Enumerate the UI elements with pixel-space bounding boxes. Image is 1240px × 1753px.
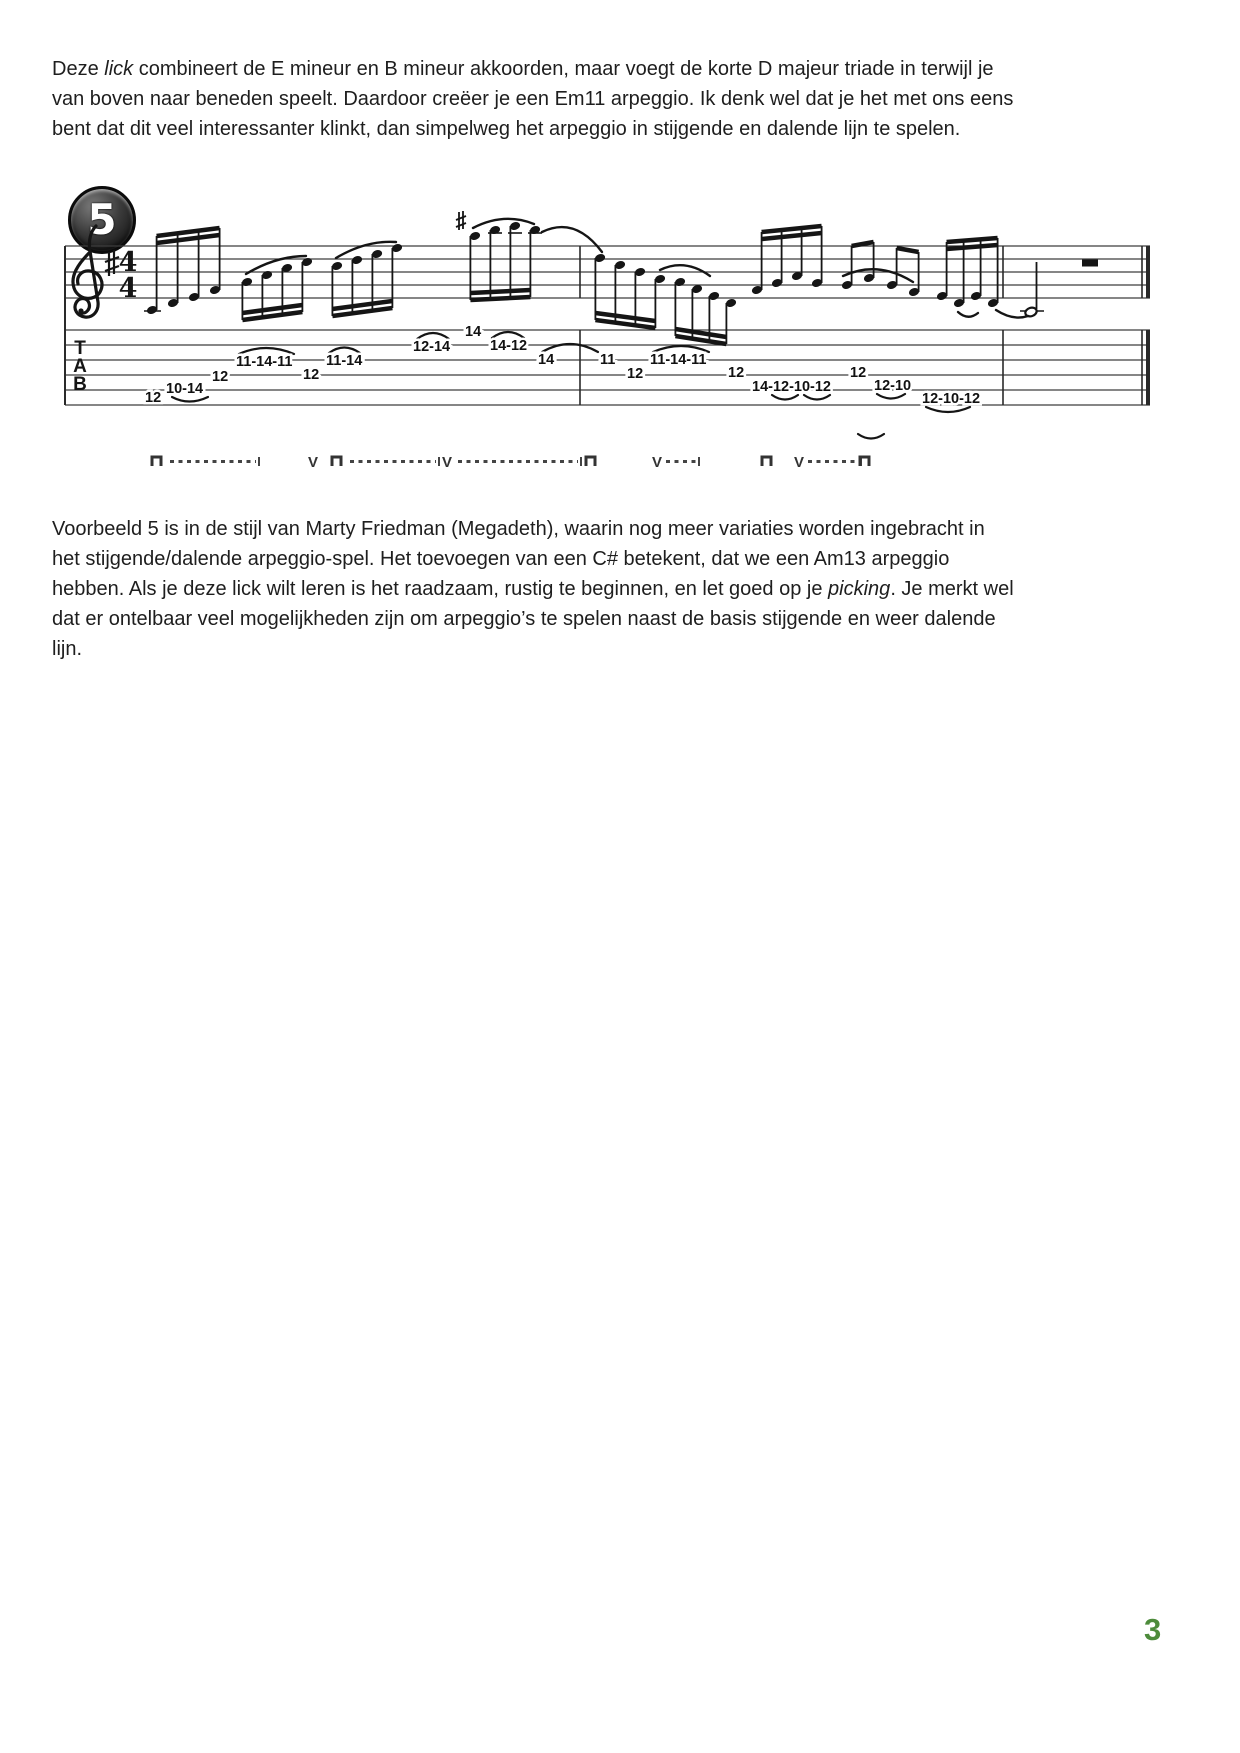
paragraph-1 xyxy=(52,54,1013,144)
tab-fret-number: 14-12-10-12 xyxy=(752,379,831,395)
tab-fret-number: 11 xyxy=(600,352,616,368)
text-line xyxy=(52,54,1013,84)
text-line xyxy=(52,84,1013,114)
text-segment: Voorbeeld 5 is in de stijl van Marty Friedman (Megadeth), waarin nog meer variaties worden ingebracht in xyxy=(52,518,985,540)
music-example-figure xyxy=(0,160,1240,480)
text-line xyxy=(52,514,1014,544)
note-beam xyxy=(947,238,998,242)
example-number: 5 xyxy=(87,195,117,244)
tab-fret-number: 10-14 xyxy=(166,381,204,397)
half-note xyxy=(1024,262,1038,318)
picking-downstroke-icon xyxy=(586,457,595,466)
tab-letter: B xyxy=(73,374,87,395)
text-line xyxy=(52,574,1014,604)
note-beam xyxy=(470,290,530,293)
picking-upstroke-icon: V xyxy=(442,454,453,471)
text-segment: Deze xyxy=(52,58,105,80)
text-line xyxy=(52,544,1014,574)
text-segment: bent dat dit veel interessanter klinkt, dan simpelweg het arpeggio in stijgende en dalende lijn te spelen. xyxy=(52,118,961,140)
picking-downstroke-icon xyxy=(152,457,161,466)
tab-fret-number: 14 xyxy=(465,324,482,340)
picking-downstroke-icon xyxy=(860,457,869,466)
text-segment: hebben. Als je deze lick wilt leren is het raadzaam, rustig te beginnen, en let goed op je xyxy=(52,578,829,600)
accidental-sharp-icon xyxy=(456,211,466,230)
tab-slurs xyxy=(172,332,970,439)
text-segment: van boven naar beneden speelt. Daardoor creëer je een Em11 arpeggio. Ik denk wel dat je het met ons eens xyxy=(52,88,1014,110)
text-segment: combineert de E mineur en B mineur akkoorden, maar voegt de korte D majeur triade in terwijl je xyxy=(133,58,994,80)
tab-fret-number: 12 xyxy=(212,369,229,385)
tab-fret-number: 12 xyxy=(728,365,745,381)
italic-text: lick xyxy=(104,58,134,80)
tab-letter: T xyxy=(74,338,86,359)
text-line xyxy=(52,604,1014,634)
tab-letter: A xyxy=(73,356,87,377)
tab-fret-number: 12-10 xyxy=(874,378,912,394)
text-segment: lijn. xyxy=(52,638,83,660)
picking-upstroke-icon: V xyxy=(794,454,805,471)
note-beam xyxy=(897,248,919,252)
picking-directions xyxy=(152,454,869,471)
tab-fret-number: 11-14 xyxy=(326,353,363,369)
tab-letters xyxy=(73,338,87,395)
tab-fret-numbers xyxy=(145,324,980,407)
picking-downstroke-icon xyxy=(762,457,771,466)
note-beam xyxy=(762,226,822,232)
music-notation-figure xyxy=(60,170,1170,480)
tab-fret-number: 12 xyxy=(145,390,162,406)
text-line xyxy=(52,634,1014,664)
picking-upstroke-icon: V xyxy=(308,454,319,471)
time-signature-bottom: 4 xyxy=(118,273,138,304)
tab-fret-number: 14-12 xyxy=(490,338,528,354)
tab-fret-number: 11-14-11 xyxy=(236,354,293,370)
text-segment: dat er ontelbaar veel mogelijkheden zijn om arpeggio’s te spelen naast de basis stijgende en weer dalende xyxy=(52,608,996,630)
whole-rest-icon xyxy=(1082,260,1098,267)
italic-text: picking xyxy=(828,578,891,600)
text-segment: . Je merkt wel xyxy=(890,578,1014,600)
time-signature-top: 4 xyxy=(118,247,138,278)
note-beam xyxy=(470,297,530,300)
time-signature xyxy=(119,247,138,304)
notation-staff xyxy=(65,246,1150,298)
text-line xyxy=(52,114,1013,144)
tab-fret-number: 12 xyxy=(627,366,644,382)
tab-fret-number: 12 xyxy=(303,367,320,383)
text-segment: het stijgende/dalende arpeggio-spel. Het toevoegen van een C# betekent, dat we een Am13 arpeggio xyxy=(52,548,950,570)
notes xyxy=(146,221,999,344)
tab-fret-number: 14 xyxy=(538,352,555,368)
picking-downstroke-icon xyxy=(332,457,341,466)
music-notation-svg xyxy=(60,170,1170,480)
tab-fret-number: 12-10-12 xyxy=(922,391,981,407)
note-beam xyxy=(762,233,822,239)
tab-fret-number: 12 xyxy=(850,365,867,381)
tab-fret-number: 11-14-11 xyxy=(650,352,707,368)
picking-upstroke-icon: V xyxy=(652,454,663,471)
tab-fret-number: 12-14 xyxy=(413,339,451,355)
page-number: 3 xyxy=(1144,1612,1162,1647)
paragraph-2 xyxy=(52,514,1014,664)
